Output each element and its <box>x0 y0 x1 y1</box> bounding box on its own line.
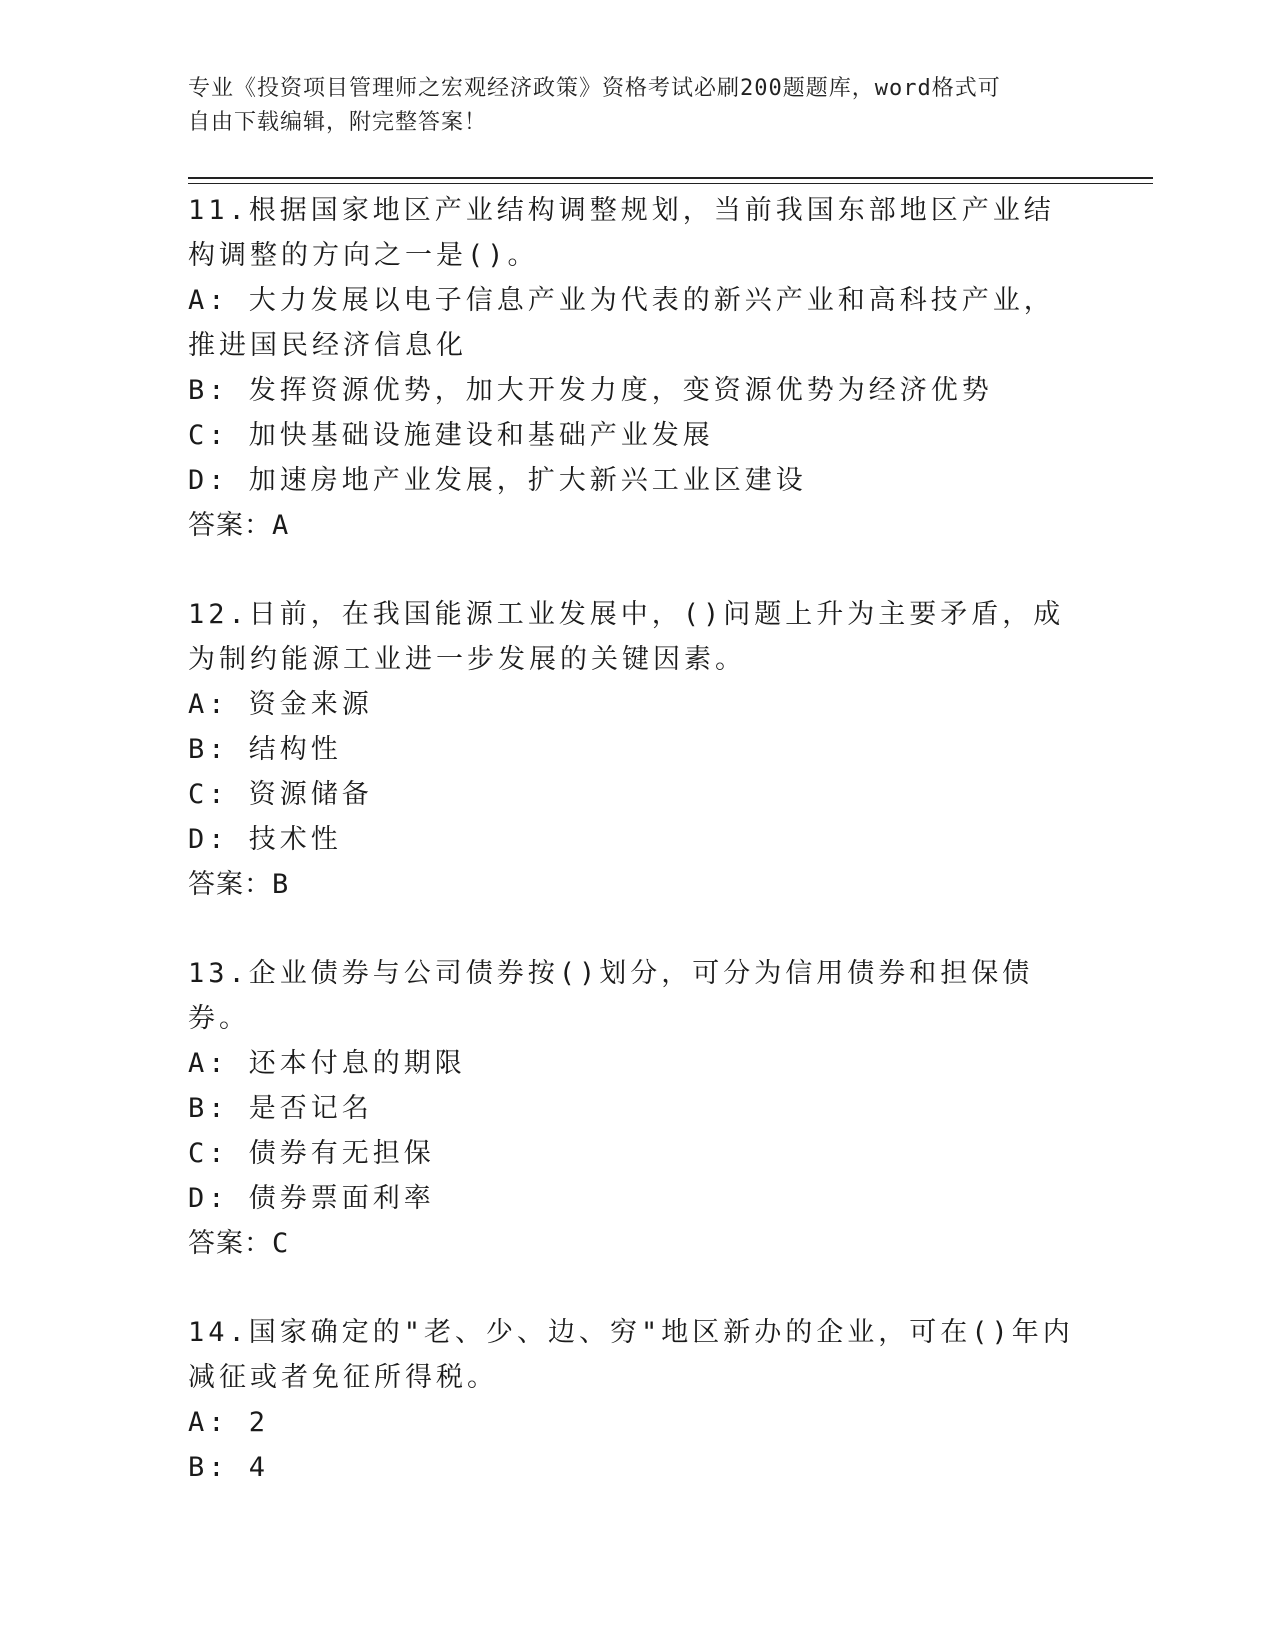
answer-label: 答案： <box>188 869 272 900</box>
question-text: 13.企业债券与公司债券按()划分，可分为信用债券和担保债券。 <box>188 958 1034 1034</box>
answer-value: A <box>272 510 290 541</box>
answer-value: C <box>272 1228 290 1259</box>
option-a: A: 资金来源 <box>188 689 373 720</box>
answer-value: B <box>272 869 290 900</box>
header-line-1: 专业《投资项目管理师之宏观经济政策》资格考试必刷200题题库，word格式可 <box>188 76 1001 101</box>
question-11 <box>188 188 1078 548</box>
answer-line <box>188 1221 1078 1266</box>
option-b: B: 结构性 <box>188 734 342 765</box>
option-b: B: 4 <box>188 1452 270 1483</box>
header-divider-thick <box>188 177 1153 179</box>
header-line-2: 自由下载编辑，附完整答案！ <box>188 110 488 135</box>
option-a: A: 2 <box>188 1407 270 1438</box>
answer-line <box>188 503 1078 548</box>
option-d: D: 加速房地产业发展，扩大新兴工业区建设 <box>188 465 807 496</box>
question-text: 11.根据国家地区产业结构调整规划，当前我国东部地区产业结构调整的方向之一是()。 <box>188 195 1055 271</box>
answer-label: 答案： <box>188 510 272 541</box>
option-a: A: 还本付息的期限 <box>188 1048 466 1079</box>
question-14 <box>188 1310 1078 1490</box>
document-header <box>188 72 1068 140</box>
question-13 <box>188 951 1078 1266</box>
question-list <box>188 188 1078 1534</box>
option-d: D: 债券票面利率 <box>188 1183 435 1214</box>
answer-label: 答案： <box>188 1228 272 1259</box>
header-divider-thin <box>188 183 1153 184</box>
option-a: A: 大力发展以电子信息产业为代表的新兴产业和高科技产业，推进国民经济信息化 <box>188 285 1055 361</box>
answer-line <box>188 862 1078 907</box>
question-text: 12.日前，在我国能源工业发展中，()问题上升为主要矛盾，成为制约能源工业进一步发展的关键因素。 <box>188 599 1065 675</box>
option-b: B: 是否记名 <box>188 1093 373 1124</box>
option-d: D: 技术性 <box>188 824 342 855</box>
question-12 <box>188 592 1078 907</box>
option-c: C: 加快基础设施建设和基础产业发展 <box>188 420 714 451</box>
option-b: B: 发挥资源优势，加大开发力度，变资源优势为经济优势 <box>188 375 993 406</box>
option-c: C: 资源储备 <box>188 779 373 810</box>
option-c: C: 债券有无担保 <box>188 1138 435 1169</box>
question-text: 14.国家确定的"老、少、边、穷"地区新办的企业，可在()年内减征或者免征所得税。 <box>188 1317 1074 1393</box>
